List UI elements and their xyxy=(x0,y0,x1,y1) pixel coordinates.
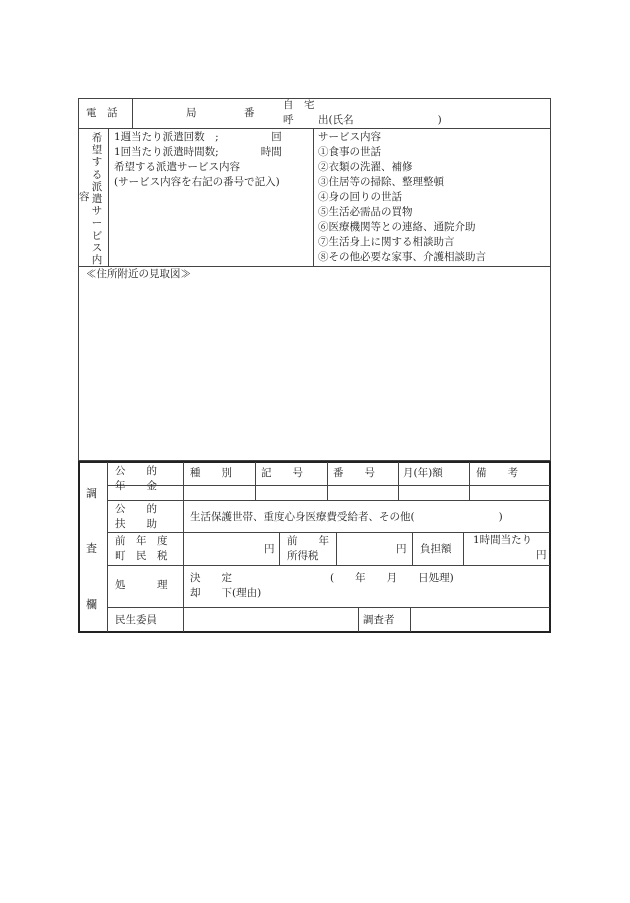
public-aid-label: 扶 助 xyxy=(115,518,157,530)
divider xyxy=(336,532,337,565)
divider xyxy=(313,128,314,266)
rejection-option[interactable]: 却 下(理由) xyxy=(190,587,262,599)
investigator-field[interactable] xyxy=(411,608,549,631)
service-item: ①食事の世話 xyxy=(318,146,381,158)
desired-service-label: 希望する派遣サービス内容 xyxy=(114,161,240,173)
phone-label: 電 話 xyxy=(86,107,118,119)
welfare-commissioner-field[interactable] xyxy=(184,608,358,631)
survey-side-label: 調 xyxy=(86,487,97,500)
divider xyxy=(107,532,550,533)
investigator-label: 調査者 xyxy=(363,614,395,626)
map-label: ≪住所附近の見取図≫ xyxy=(86,268,191,280)
divider xyxy=(107,565,550,566)
number-header: 番 号 xyxy=(333,467,375,479)
divider xyxy=(463,532,464,565)
desired-service-note: (サービス内容を右記の番号で記入) xyxy=(114,176,280,188)
burden-label: 負担額 xyxy=(420,543,452,555)
divider xyxy=(78,266,551,267)
requested-service-label-tail: 容 xyxy=(79,191,90,203)
municipal-tax-label: 前 年 度 xyxy=(115,535,168,547)
number-label: 番 xyxy=(244,107,255,119)
income-tax-label: 所得税 xyxy=(287,550,319,562)
home-label: 自 宅 xyxy=(283,99,315,111)
processing-label: 処 理 xyxy=(115,579,168,591)
service-item: ⑥医療機関等との連絡、通院介助 xyxy=(318,221,476,233)
code-header: 記 号 xyxy=(261,467,303,479)
divider xyxy=(412,532,413,565)
pension-remarks-field[interactable] xyxy=(470,486,549,500)
survey-side-label: 欄 xyxy=(86,598,97,611)
welfare-commissioner-label: 民生委員 xyxy=(115,614,157,626)
per-hour-label: 1時間当たり xyxy=(473,534,533,546)
service-item: ⑤生活必需品の買物 xyxy=(318,206,413,218)
type-header: 種 別 xyxy=(190,467,232,479)
service-item: ④身の回りの世話 xyxy=(318,191,402,203)
divider xyxy=(279,532,280,565)
caller-name-field[interactable]: 出(氏名 ) xyxy=(318,114,442,126)
services-title: サービス内容 xyxy=(318,131,381,143)
amount-header: 月(年)額 xyxy=(403,467,443,479)
exchange-label: 局 xyxy=(186,107,197,119)
survey-side-label: 査 xyxy=(86,542,97,555)
requested-service-label: 希望する派遣サービス内 xyxy=(91,132,103,267)
income-tax-unit: 円 xyxy=(396,543,407,555)
pension-code-field[interactable] xyxy=(256,486,327,500)
call-label: 呼 xyxy=(283,114,294,126)
hours-per-visit-field[interactable]: 1回当たり派遣時間数; 時間 xyxy=(114,146,282,158)
public-aid-label: 公 的 xyxy=(115,503,157,515)
decision-option[interactable]: 決 定 xyxy=(190,572,232,584)
service-item: ③住居等の掃除、整理整頓 xyxy=(318,176,444,188)
divider xyxy=(358,607,359,632)
map-drawing-area[interactable] xyxy=(80,284,549,459)
pension-type-field[interactable] xyxy=(184,486,255,500)
divider xyxy=(108,128,109,266)
income-tax-label: 前 年 xyxy=(287,535,329,547)
visits-per-week-field[interactable]: 1週当たり派遣回数 ; 回 xyxy=(114,131,282,143)
service-item: ②衣類の洗濯、補修 xyxy=(318,161,413,173)
public-aid-options[interactable]: 生活保護世帯、重度心身医療費受給者、その他( ) xyxy=(190,511,503,523)
service-item: ⑧その他必要な家事、介護相談助言 xyxy=(318,251,486,263)
municipal-tax-unit: 円 xyxy=(264,543,275,555)
pension-amount-field[interactable] xyxy=(399,486,469,500)
pension-number-field[interactable] xyxy=(328,486,398,500)
remarks-header: 備 考 xyxy=(476,467,518,479)
public-pension-label: 年 金 xyxy=(115,480,157,492)
divider xyxy=(107,500,550,501)
per-hour-unit: 円 xyxy=(536,549,547,561)
divider xyxy=(78,128,551,129)
processing-date: ( 年 月 日処理) xyxy=(330,572,454,584)
divider xyxy=(132,98,133,128)
public-pension-label: 公 的 xyxy=(115,465,157,477)
service-item: ⑦生活身上に関する相談助言 xyxy=(318,236,455,248)
municipal-tax-label: 町 民 税 xyxy=(115,550,168,562)
